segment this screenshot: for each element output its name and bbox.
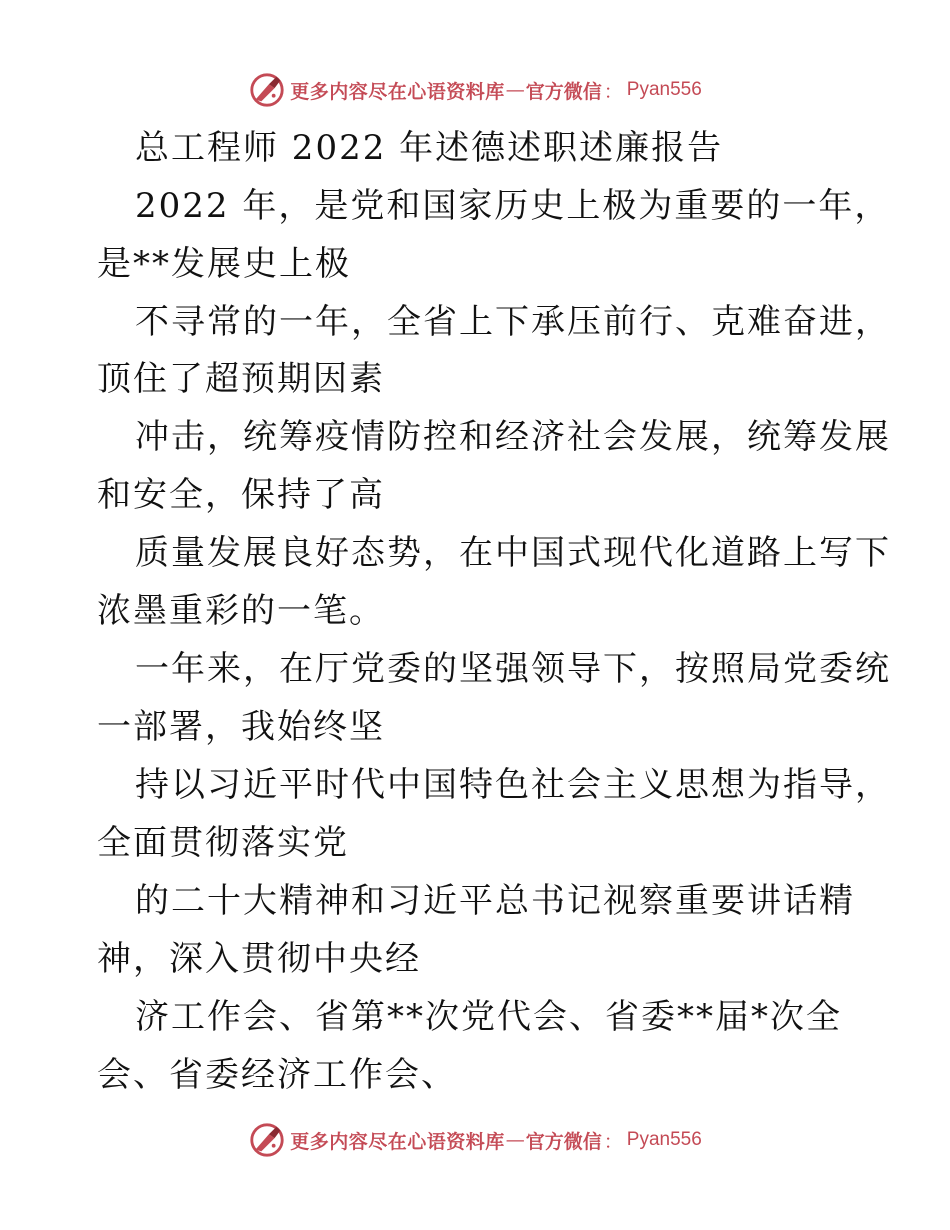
paragraph-line: 持以习近平时代中国特色社会主义思想为指导，: [135, 765, 891, 805]
watermark-wechat-label: 官方微信: [525, 1130, 602, 1153]
pen-logo-icon: [248, 1121, 286, 1159]
document-title: 总工程师 2022 年述德述职述廉报告: [135, 128, 724, 168]
watermark-colon: ：: [603, 1130, 623, 1153]
watermark-wechat-id: Pyan556: [626, 1129, 702, 1150]
paragraph-line: 会、省委经济工作会、: [97, 1055, 457, 1095]
paragraph-line: 的二十大精神和习近平总书记视察重要讲话精: [135, 881, 855, 921]
paragraph-line: 顶住了超预期因素: [97, 359, 385, 399]
watermark-text: 更多内容尽在心语资料库: [290, 1130, 505, 1153]
watermark-wechat-id: Pyan556: [626, 79, 702, 100]
watermark-footer: [0, 1120, 950, 1160]
paragraph-line: 全面贯彻落实党: [97, 823, 349, 863]
paragraph-line: 不寻常的一年，全省上下承压前行、克难奋进，: [135, 302, 891, 342]
paragraph-line: 2022 年，是党和国家历史上极为重要的一年，: [135, 186, 891, 226]
watermark-wechat-label: 官方微信: [525, 80, 602, 103]
watermark-header: [0, 70, 950, 110]
paragraph-line: 一年来，在厅党委的坚强领导下，按照局党委统: [135, 649, 891, 689]
watermark-text: 更多内容尽在心语资料库: [290, 80, 505, 103]
paragraph-line: 浓墨重彩的一笔。: [97, 591, 385, 631]
pen-logo-icon: [248, 71, 286, 109]
paragraph-line: 济工作会、省第**次党代会、省委**届*次全: [135, 997, 842, 1037]
paragraph-line: 是**发展史上极: [97, 244, 351, 284]
watermark-separator: —: [505, 79, 525, 101]
paragraph-line: 冲击，统筹疫情防控和经济社会发展，统筹发展: [135, 417, 891, 457]
paragraph-line: 和安全，保持了高: [97, 475, 385, 515]
watermark-colon: ：: [603, 80, 623, 103]
watermark-separator: —: [505, 1129, 525, 1151]
paragraph-line: 一部署，我始终坚: [97, 707, 385, 747]
paragraph-line: 神，深入贯彻中央经: [97, 939, 421, 979]
paragraph-line: 质量发展良好态势，在中国式现代化道路上写下: [135, 533, 891, 573]
